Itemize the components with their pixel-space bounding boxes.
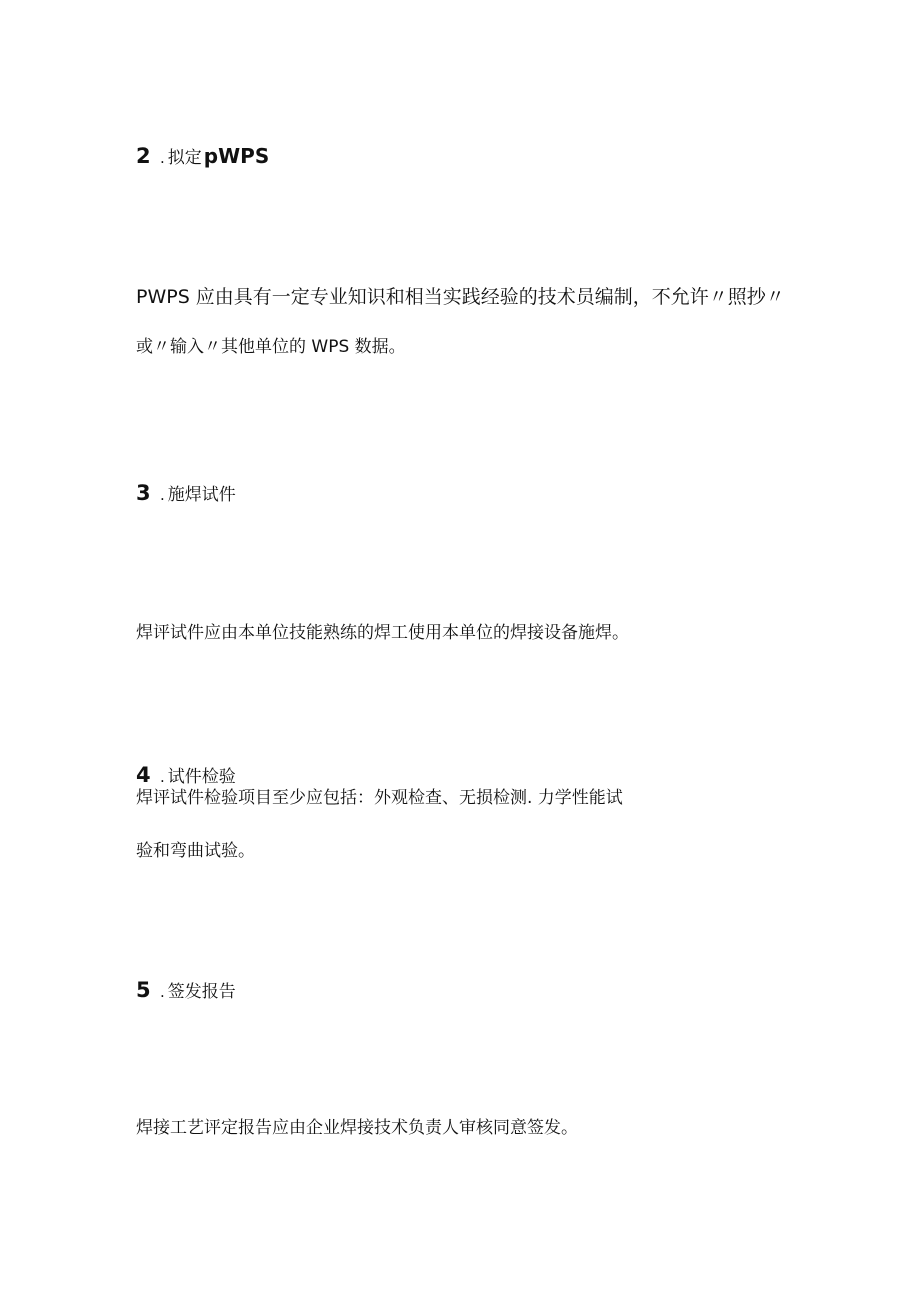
section-dot: . xyxy=(160,486,165,504)
section-dot: . xyxy=(160,983,165,1001)
section-heading-3 xyxy=(136,480,236,505)
section-heading-5 xyxy=(136,977,236,1002)
section-title: 签发报告 xyxy=(167,982,236,1002)
paragraph-line: 焊评试件检验项目至少应包括：外观检查、无损检测. 力学性能试 xyxy=(136,788,623,808)
section-title: 拟定 xyxy=(167,148,202,168)
section-number: 5 xyxy=(136,978,151,1002)
section-dot: . xyxy=(160,149,165,167)
section-heading-2 xyxy=(136,143,269,168)
section-title: 施焊试件 xyxy=(167,485,236,505)
paragraph-line: 焊接工艺评定报告应由企业焊接技术负责人审核同意签发。 xyxy=(136,1118,578,1138)
section-title-bold: pWPS xyxy=(203,144,270,168)
paragraph-line: 或〃输入〃其他单位的 WPS 数据。 xyxy=(136,337,406,357)
section-title: 试件检验 xyxy=(167,767,236,787)
section-dot: . xyxy=(160,768,165,786)
paragraph-line: 焊评试件应由本单位技能熟练的焊工使用本单位的焊接设备施焊。 xyxy=(136,623,629,643)
paragraph-line: PWPS 应由具有一定专业知识和相当实践经验的技术员编制，不允许〃照抄〃 xyxy=(136,286,785,308)
section-number: 2 xyxy=(136,144,151,168)
section-heading-4 xyxy=(136,762,236,787)
paragraph-line: 验和弯曲试验。 xyxy=(136,841,255,861)
section-number: 4 xyxy=(136,763,151,787)
section-number: 3 xyxy=(136,481,151,505)
